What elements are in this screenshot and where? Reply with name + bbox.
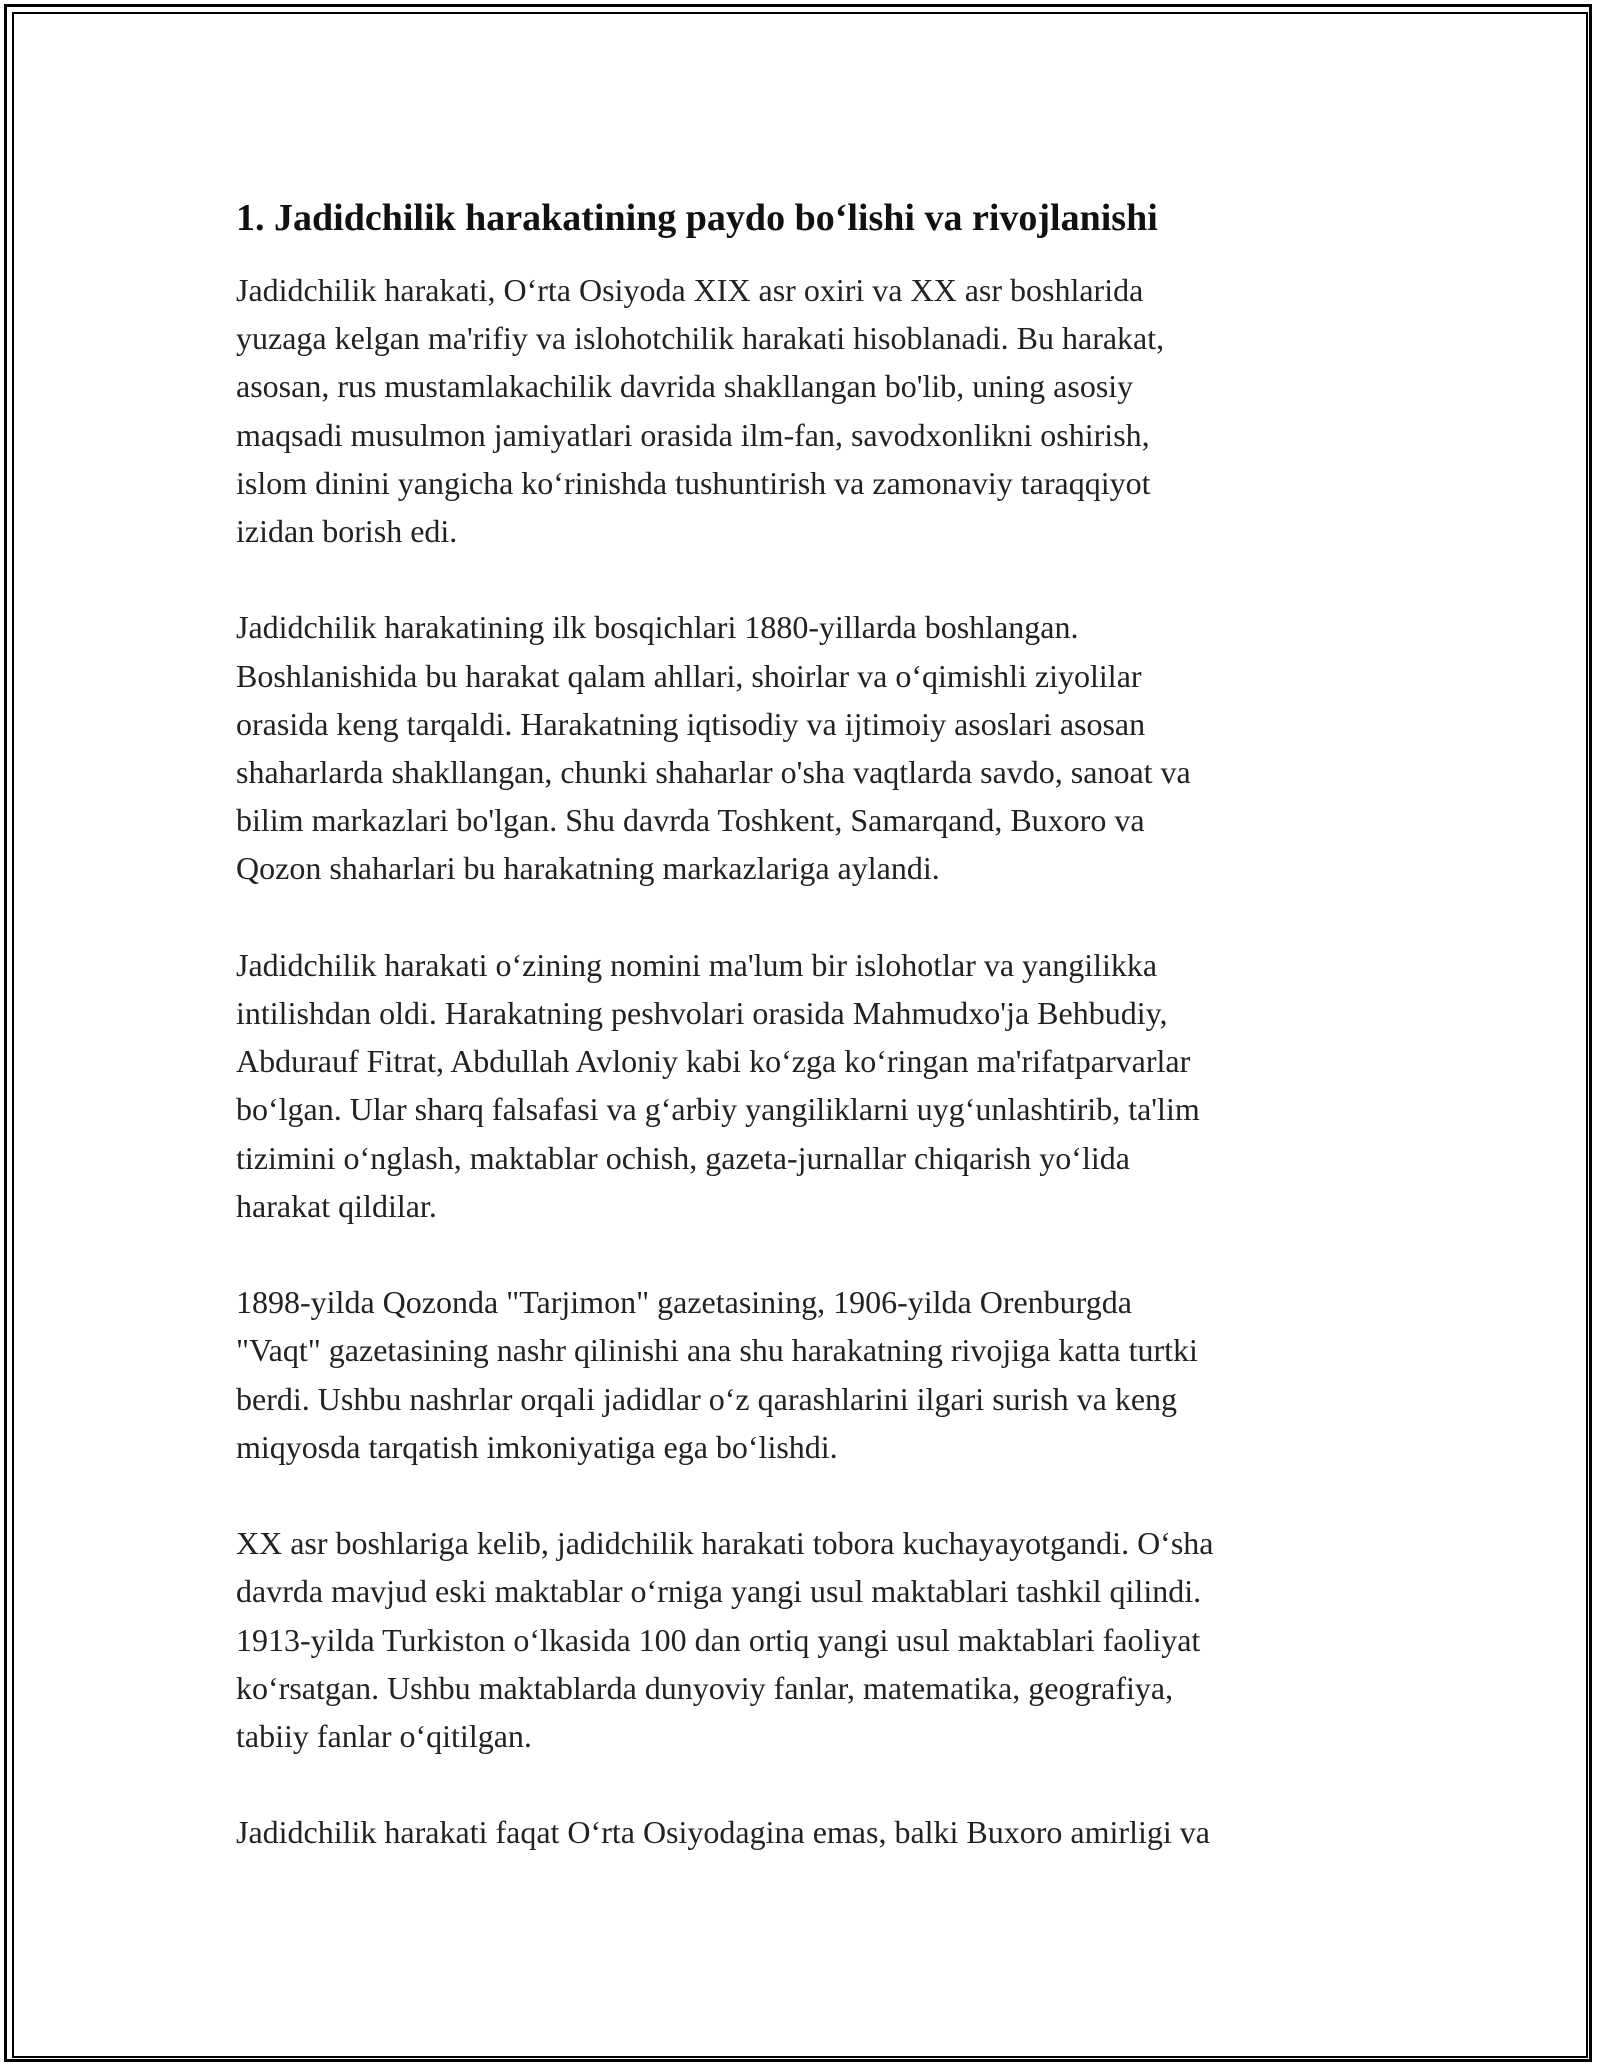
paragraph-2: Jadidchilik harakatining ilk bosqichlari 1880-yillarda boshlangan. Boshlanishida bu harakat qalam ahllari, shoirlar va o‘qimishli ziyolilar orasida keng tarqaldi. Harakatning iqtisodiy va ijtimoiy asoslari asosan shaharlarda shakllangan, chunki shaharlar o'sha vaqtlarda savdo, sanoat va bilim markazlari bo'lgan. Shu davrda Toshkent, Samarqand, Buxoro va Qozon shaharlari bu harakatning markazlariga aylandi. (236, 609, 1191, 887)
paragraph-6: Jadidchilik harakati faqat O‘rta Osiyodagina emas, balki Buxoro amirligi va (236, 1814, 1210, 1851)
paragraph-3: Jadidchilik harakati o‘zining nomini ma'lum bir islohotlar va yangilikka intilishdan oldi. Harakatning peshvolari orasida Mahmudxo'ja Behbudiy, Abdurauf Fitrat, Abdullah Avloniy kabi ko‘zga ko‘ringan ma'rifatparvarlar bo‘lgan. Ular sharq falsafasi va g‘arbiy yangiliklarni uyg‘unlashtirib, ta'lim tizimini o‘nglash, maktablar ochish, gazeta-jurnallar chiqarish yo‘lida harakat qildilar. (236, 946, 1200, 1224)
paragraph-5: XX asr boshlariga kelib, jadidchilik harakati tobora kuchayayotgandi. O‘sha davrda mavjud eski maktablar o‘rniga yangi usul maktablari tashkil qilindi. 1913-yilda Turkiston o‘lkasida 100 dan ortiq yangi usul maktablari faoliyat ko‘rsatgan. Ushbu maktablarda dunyoviy fanlar, matematika, geografiya, tabiiy fanlar o‘qitilgan. (236, 1525, 1214, 1755)
section-heading: 1. Jadidchilik harakatining paydo bo‘lishi va rivojlanishi (236, 197, 1158, 239)
paragraph-4: 1898-yilda Qozonda "Tarjimon" gazetasining, 1906-yilda Orenburgda "Vaqt" gazetasining nashr qilinishi ana shu harakatning rivojiga katta turtki berdi. Ushbu nashrlar orqali jadidlar o‘z qarashlarini ilgari surish va keng miqyosda tarqatish imkoniyatiga ega bo‘lishdi. (236, 1284, 1198, 1465)
paragraph-1: Jadidchilik harakati, O‘rta Osiyoda XIX asr oxiri va XX asr boshlarida yuzaga kelgan ma'rifiy va islohotchilik harakati hisoblanadi. Bu harakat, asosan, rus mustamlakachilik davrida shakllangan bo'lib, uning asosiy maqsadi musulmon jamiyatlari orasida ilm-fan, savodxonlikni oshirish, islom dinini yangicha ko‘rinishda tushuntirish va zamonaviy taraqqiyot izidan borish edi. (236, 272, 1165, 550)
document-body (236, 182, 1386, 1857)
